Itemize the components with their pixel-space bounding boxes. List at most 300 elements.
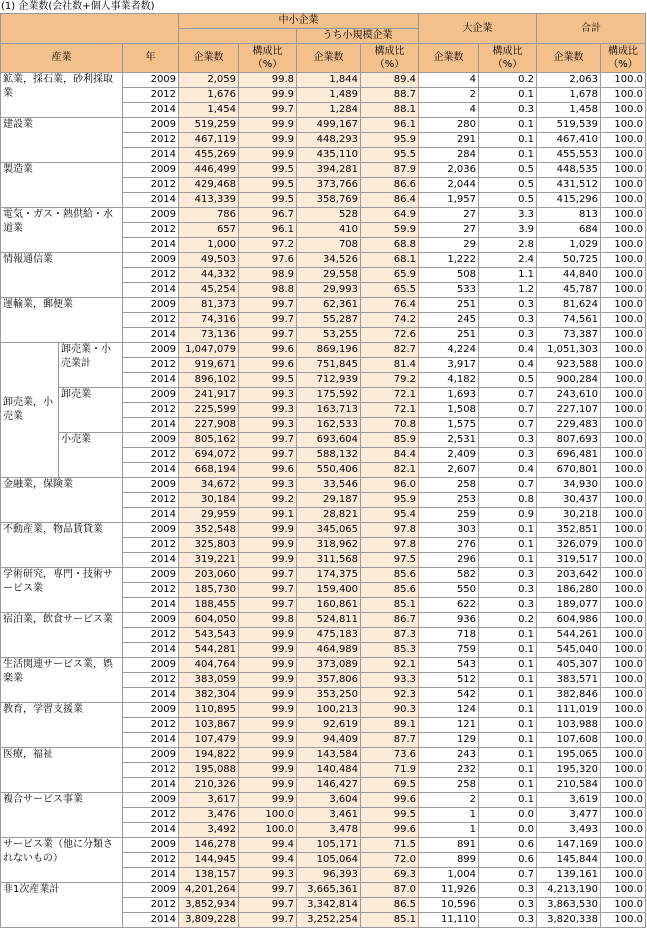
cell-large-count: 29: [419, 238, 479, 253]
cell-large-count: 27: [419, 208, 479, 223]
cell-large-ratio: 0.1: [479, 658, 537, 673]
cell-total-count: 195,320: [537, 763, 601, 778]
cell-large-count: 3,917: [419, 358, 479, 373]
cell-sme-count: 30,184: [179, 493, 239, 508]
cell-large-ratio: 2.8: [479, 238, 537, 253]
cell-sme-ratio: 99.4: [239, 838, 297, 853]
year-cell: 2009: [123, 118, 179, 133]
cell-large-ratio: 0.1: [479, 88, 537, 103]
year-cell: 2012: [123, 718, 179, 733]
table-row: [1, 73, 646, 88]
industry-label: 教育，学習支援業: [1, 703, 123, 748]
table-row: [1, 388, 646, 403]
cell-small-ratio: 68.1: [361, 253, 419, 268]
cell-sme-count: 210,326: [179, 778, 239, 793]
cell-small-count: 105,171: [297, 838, 361, 853]
cell-total-ratio: 100.0: [601, 133, 646, 148]
cell-large-ratio: 0.9: [479, 508, 537, 523]
cell-sme-ratio: 99.5: [239, 373, 297, 388]
year-cell: 2009: [123, 433, 179, 448]
cell-total-count: 3,493: [537, 823, 601, 838]
cell-large-count: 936: [419, 613, 479, 628]
cell-total-ratio: 100.0: [601, 883, 646, 898]
cell-small-count: 410: [297, 223, 361, 238]
cell-sme-count: 3,852,934: [179, 898, 239, 913]
cell-small-ratio: 88.7: [361, 88, 419, 103]
cell-large-ratio: 0.1: [479, 538, 537, 553]
cell-total-count: 670,801: [537, 463, 601, 478]
cell-large-count: 542: [419, 688, 479, 703]
cell-sme-count: 455,269: [179, 148, 239, 163]
industry-label: 情報通信業: [1, 253, 123, 298]
cell-total-ratio: 100.0: [601, 328, 646, 343]
cell-large-ratio: 0.1: [479, 778, 537, 793]
cell-large-ratio: 1.2: [479, 283, 537, 298]
cell-total-count: 326,079: [537, 538, 601, 553]
cell-total-ratio: 100.0: [601, 358, 646, 373]
cell-small-ratio: 72.0: [361, 853, 419, 868]
cell-small-count: 3,604: [297, 793, 361, 808]
header-small: うち小規模企業: [297, 29, 419, 44]
cell-large-count: 582: [419, 568, 479, 583]
cell-large-count: 4,182: [419, 373, 479, 388]
cell-large-ratio: 0.8: [479, 493, 537, 508]
cell-total-ratio: 100.0: [601, 373, 646, 388]
cell-small-count: 373,089: [297, 658, 361, 673]
year-cell: 2014: [123, 463, 179, 478]
enterprise-count-table: [0, 13, 646, 928]
cell-sme-ratio: 99.9: [239, 733, 297, 748]
cell-small-ratio: 73.6: [361, 748, 419, 763]
cell-small-count: 29,558: [297, 268, 361, 283]
cell-sme-ratio: 99.3: [239, 403, 297, 418]
cell-large-count: 2: [419, 793, 479, 808]
header-sme-ratio: 構成比 （%）: [239, 44, 297, 73]
cell-large-ratio: 0.1: [479, 133, 537, 148]
cell-small-ratio: 69.3: [361, 868, 419, 883]
cell-total-count: 923,588: [537, 358, 601, 373]
cell-large-ratio: 0.3: [479, 448, 537, 463]
header-sme-blank: [179, 29, 297, 44]
header-sme: 中小企業: [179, 14, 419, 29]
cell-sme-ratio: 99.9: [239, 703, 297, 718]
cell-sme-count: 144,945: [179, 853, 239, 868]
cell-total-ratio: 100.0: [601, 73, 646, 88]
cell-total-ratio: 100.0: [601, 493, 646, 508]
cell-total-count: 1,051,303: [537, 343, 601, 358]
cell-sme-ratio: 96.7: [239, 208, 297, 223]
cell-small-count: 353,250: [297, 688, 361, 703]
cell-small-count: 1,489: [297, 88, 361, 103]
cell-small-ratio: 72.1: [361, 388, 419, 403]
year-cell: 2012: [123, 313, 179, 328]
year-cell: 2014: [123, 778, 179, 793]
industry-label: 生活関連サービス業，娯楽業: [1, 658, 123, 703]
cell-sme-ratio: 99.9: [239, 538, 297, 553]
cell-small-ratio: 92.1: [361, 658, 419, 673]
cell-large-ratio: 0.6: [479, 853, 537, 868]
year-cell: 2014: [123, 508, 179, 523]
cell-sme-ratio: 99.3: [239, 418, 297, 433]
cell-sme-ratio: 99.9: [239, 88, 297, 103]
cell-total-ratio: 100.0: [601, 88, 646, 103]
cell-large-ratio: 0.7: [479, 388, 537, 403]
year-cell: 2012: [123, 358, 179, 373]
cell-large-count: 129: [419, 733, 479, 748]
cell-sme-ratio: 99.2: [239, 493, 297, 508]
cell-large-count: 232: [419, 763, 479, 778]
cell-sme-count: 185,730: [179, 583, 239, 598]
cell-small-count: 693,604: [297, 433, 361, 448]
cell-large-count: 27: [419, 223, 479, 238]
cell-sme-ratio: 98.9: [239, 268, 297, 283]
cell-large-ratio: 0.1: [479, 688, 537, 703]
year-cell: 2014: [123, 913, 179, 928]
cell-large-ratio: 0.3: [479, 328, 537, 343]
year-cell: 2014: [123, 823, 179, 838]
cell-total-ratio: 100.0: [601, 808, 646, 823]
cell-sme-count: 103,867: [179, 718, 239, 733]
cell-total-count: 431,512: [537, 178, 601, 193]
cell-large-ratio: 0.5: [479, 163, 537, 178]
cell-small-count: 869,196: [297, 343, 361, 358]
cell-sme-count: 446,499: [179, 163, 239, 178]
cell-small-count: 28,821: [297, 508, 361, 523]
cell-sme-ratio: 99.9: [239, 523, 297, 538]
cell-large-count: 10,596: [419, 898, 479, 913]
cell-sme-ratio: 99.3: [239, 478, 297, 493]
cell-large-count: 243: [419, 748, 479, 763]
cell-small-count: 160,861: [297, 598, 361, 613]
cell-sme-count: 325,803: [179, 538, 239, 553]
cell-sme-ratio: 99.9: [239, 688, 297, 703]
header-small-count: 企業数: [297, 44, 361, 73]
cell-sme-count: 34,672: [179, 478, 239, 493]
cell-large-count: 4: [419, 73, 479, 88]
cell-small-ratio: 88.1: [361, 103, 419, 118]
cell-large-ratio: 0.3: [479, 898, 537, 913]
cell-large-count: 251: [419, 328, 479, 343]
cell-small-ratio: 86.6: [361, 178, 419, 193]
cell-sme-ratio: 96.1: [239, 223, 297, 238]
cell-total-ratio: 100.0: [601, 298, 646, 313]
cell-small-count: 3,478: [297, 823, 361, 838]
cell-small-ratio: 70.8: [361, 418, 419, 433]
year-cell: 2012: [123, 673, 179, 688]
cell-small-count: 373,766: [297, 178, 361, 193]
cell-sme-count: 694,072: [179, 448, 239, 463]
cell-sme-ratio: 99.7: [239, 883, 297, 898]
cell-small-count: 464,989: [297, 643, 361, 658]
cell-large-count: 2,531: [419, 433, 479, 448]
cell-total-ratio: 100.0: [601, 568, 646, 583]
cell-large-ratio: 0.0: [479, 823, 537, 838]
cell-large-count: 1,222: [419, 253, 479, 268]
cell-sme-ratio: 99.3: [239, 868, 297, 883]
cell-sme-ratio: 98.8: [239, 283, 297, 298]
cell-total-count: 448,535: [537, 163, 601, 178]
cell-large-ratio: 0.7: [479, 478, 537, 493]
table-row: [1, 433, 646, 448]
cell-small-ratio: 71.9: [361, 763, 419, 778]
cell-sme-ratio: 99.9: [239, 118, 297, 133]
year-cell: 2009: [123, 298, 179, 313]
year-cell: 2009: [123, 838, 179, 853]
cell-large-count: 284: [419, 148, 479, 163]
cell-total-count: 352,851: [537, 523, 601, 538]
cell-sme-ratio: 99.7: [239, 898, 297, 913]
cell-sme-count: 107,479: [179, 733, 239, 748]
cell-total-count: 103,988: [537, 718, 601, 733]
cell-total-count: 467,410: [537, 133, 601, 148]
cell-small-ratio: 99.6: [361, 793, 419, 808]
cell-large-count: 258: [419, 778, 479, 793]
cell-large-ratio: 0.5: [479, 178, 537, 193]
year-cell: 2009: [123, 703, 179, 718]
cell-small-ratio: 95.9: [361, 493, 419, 508]
industry-label: 非1次産業計: [1, 883, 123, 928]
table-row: [1, 208, 646, 223]
cell-total-count: 405,307: [537, 658, 601, 673]
cell-sme-count: 49,503: [179, 253, 239, 268]
cell-total-count: 229,483: [537, 418, 601, 433]
cell-large-ratio: 0.1: [479, 763, 537, 778]
year-cell: 2009: [123, 793, 179, 808]
cell-sme-count: 382,304: [179, 688, 239, 703]
cell-sme-count: 805,162: [179, 433, 239, 448]
cell-sme-count: 413,339: [179, 193, 239, 208]
cell-total-count: 3,619: [537, 793, 601, 808]
cell-large-count: 550: [419, 583, 479, 598]
cell-total-count: 195,065: [537, 748, 601, 763]
cell-total-ratio: 100.0: [601, 583, 646, 598]
cell-small-count: 96,393: [297, 868, 361, 883]
cell-large-count: 533: [419, 283, 479, 298]
cell-total-ratio: 100.0: [601, 448, 646, 463]
cell-total-ratio: 100.0: [601, 688, 646, 703]
cell-sme-count: 2,059: [179, 73, 239, 88]
cell-total-ratio: 100.0: [601, 733, 646, 748]
cell-sme-count: 919,671: [179, 358, 239, 373]
cell-sme-count: 110,895: [179, 703, 239, 718]
cell-sme-ratio: 99.9: [239, 133, 297, 148]
cell-small-ratio: 95.9: [361, 133, 419, 148]
cell-small-ratio: 99.6: [361, 823, 419, 838]
table-row: [1, 298, 646, 313]
cell-small-ratio: 89.1: [361, 718, 419, 733]
cell-sme-ratio: 99.9: [239, 673, 297, 688]
cell-total-ratio: 100.0: [601, 223, 646, 238]
cell-sme-count: 668,194: [179, 463, 239, 478]
cell-small-count: 92,619: [297, 718, 361, 733]
cell-sme-ratio: 99.7: [239, 598, 297, 613]
cell-sme-ratio: 99.7: [239, 313, 297, 328]
header-large-ratio: 構成比 （%）: [479, 44, 537, 73]
cell-large-count: 1,693: [419, 388, 479, 403]
cell-sme-ratio: 99.6: [239, 463, 297, 478]
year-cell: 2014: [123, 688, 179, 703]
cell-sme-count: 429,468: [179, 178, 239, 193]
cell-small-count: 3,665,361: [297, 883, 361, 898]
year-cell: 2009: [123, 208, 179, 223]
cell-large-ratio: 0.3: [479, 433, 537, 448]
year-cell: 2014: [123, 553, 179, 568]
cell-small-ratio: 90.3: [361, 703, 419, 718]
cell-total-count: 604,986: [537, 613, 601, 628]
sub-industry-label: 卸売業・小売業計: [59, 343, 123, 388]
cell-small-ratio: 95.5: [361, 148, 419, 163]
cell-sme-ratio: 99.9: [239, 778, 297, 793]
cell-total-ratio: 100.0: [601, 823, 646, 838]
cell-large-ratio: 0.6: [479, 838, 537, 853]
cell-large-count: 121: [419, 718, 479, 733]
cell-total-count: 111,019: [537, 703, 601, 718]
cell-large-ratio: 0.1: [479, 628, 537, 643]
cell-total-ratio: 100.0: [601, 763, 646, 778]
cell-large-ratio: 0.3: [479, 298, 537, 313]
cell-small-count: 712,939: [297, 373, 361, 388]
cell-sme-count: 4,201,264: [179, 883, 239, 898]
cell-total-count: 1,678: [537, 88, 601, 103]
table-row: [1, 253, 646, 268]
cell-sme-count: 194,822: [179, 748, 239, 763]
cell-total-ratio: 100.0: [601, 853, 646, 868]
cell-small-ratio: 89.4: [361, 73, 419, 88]
cell-sme-count: 3,809,228: [179, 913, 239, 928]
year-cell: 2012: [123, 583, 179, 598]
cell-small-ratio: 71.5: [361, 838, 419, 853]
cell-small-count: 528: [297, 208, 361, 223]
cell-total-count: 139,161: [537, 868, 601, 883]
cell-total-ratio: 100.0: [601, 793, 646, 808]
cell-total-count: 50,725: [537, 253, 601, 268]
cell-total-count: 519,539: [537, 118, 601, 133]
year-cell: 2009: [123, 613, 179, 628]
cell-total-count: 3,820,338: [537, 913, 601, 928]
cell-large-count: 291: [419, 133, 479, 148]
cell-small-count: 163,713: [297, 403, 361, 418]
cell-sme-count: 657: [179, 223, 239, 238]
cell-total-ratio: 100.0: [601, 253, 646, 268]
cell-total-ratio: 100.0: [601, 103, 646, 118]
cell-large-ratio: 0.4: [479, 463, 537, 478]
cell-small-ratio: 79.2: [361, 373, 419, 388]
cell-large-ratio: 0.1: [479, 673, 537, 688]
cell-small-ratio: 85.9: [361, 433, 419, 448]
year-cell: 2012: [123, 178, 179, 193]
cell-small-count: 55,287: [297, 313, 361, 328]
cell-small-count: 708: [297, 238, 361, 253]
cell-sme-count: 225,599: [179, 403, 239, 418]
cell-small-ratio: 85.6: [361, 568, 419, 583]
cell-total-ratio: 100.0: [601, 508, 646, 523]
cell-sme-count: 3,617: [179, 793, 239, 808]
cell-total-ratio: 100.0: [601, 238, 646, 253]
cell-sme-ratio: 99.7: [239, 448, 297, 463]
table-title: (1) 企業数(会社数+個人事業者数): [1, 1, 155, 12]
cell-total-ratio: 100.0: [601, 433, 646, 448]
cell-small-count: 3,461: [297, 808, 361, 823]
cell-total-ratio: 100.0: [601, 313, 646, 328]
cell-small-count: 751,845: [297, 358, 361, 373]
header-total-ratio: 構成比 （%）: [601, 44, 646, 73]
cell-total-count: 45,787: [537, 283, 601, 298]
cell-total-count: 186,280: [537, 583, 601, 598]
cell-small-ratio: 85.6: [361, 583, 419, 598]
year-cell: 2012: [123, 493, 179, 508]
industry-label: 電気・ガス・熱供給・水道業: [1, 208, 123, 253]
cell-small-count: 475,183: [297, 628, 361, 643]
cell-total-count: 147,169: [537, 838, 601, 853]
cell-large-ratio: 0.5: [479, 373, 537, 388]
cell-total-ratio: 100.0: [601, 268, 646, 283]
cell-total-count: 203,642: [537, 568, 601, 583]
cell-sme-count: 45,254: [179, 283, 239, 298]
cell-total-count: 34,930: [537, 478, 601, 493]
cell-sme-count: 227,908: [179, 418, 239, 433]
cell-sme-ratio: 99.9: [239, 763, 297, 778]
cell-large-count: 124: [419, 703, 479, 718]
year-cell: 2014: [123, 148, 179, 163]
cell-total-ratio: 100.0: [601, 898, 646, 913]
table-row: [1, 568, 646, 583]
cell-total-count: 319,517: [537, 553, 601, 568]
cell-small-count: 159,400: [297, 583, 361, 598]
header-large-count: 企業数: [419, 44, 479, 73]
cell-small-ratio: 82.7: [361, 343, 419, 358]
cell-large-ratio: 0.7: [479, 403, 537, 418]
cell-sme-count: 73,136: [179, 328, 239, 343]
cell-small-ratio: 85.3: [361, 643, 419, 658]
cell-total-ratio: 100.0: [601, 523, 646, 538]
cell-small-ratio: 81.4: [361, 358, 419, 373]
cell-total-ratio: 100.0: [601, 208, 646, 223]
cell-sme-count: 1,000: [179, 238, 239, 253]
cell-sme-ratio: 99.7: [239, 433, 297, 448]
cell-total-ratio: 100.0: [601, 658, 646, 673]
cell-sme-ratio: 99.9: [239, 658, 297, 673]
cell-sme-ratio: 99.5: [239, 163, 297, 178]
cell-total-ratio: 100.0: [601, 343, 646, 358]
industry-label: 複合サービス事業: [1, 793, 123, 838]
cell-sme-ratio: 99.9: [239, 553, 297, 568]
cell-large-count: 303: [419, 523, 479, 538]
header-sme-count: 企業数: [179, 44, 239, 73]
cell-small-ratio: 76.4: [361, 298, 419, 313]
year-cell: 2012: [123, 403, 179, 418]
cell-sme-ratio: 99.1: [239, 508, 297, 523]
table-row: [1, 793, 646, 808]
header-small-ratio: 構成比 （%）: [361, 44, 419, 73]
cell-small-count: 29,993: [297, 283, 361, 298]
industry-label: サービス業（他に分類されないもの）: [1, 838, 123, 883]
cell-large-ratio: 0.2: [479, 613, 537, 628]
cell-sme-ratio: 99.7: [239, 298, 297, 313]
cell-small-ratio: 85.1: [361, 913, 419, 928]
cell-small-ratio: 64.9: [361, 208, 419, 223]
cell-small-count: 94,409: [297, 733, 361, 748]
cell-large-ratio: 0.7: [479, 868, 537, 883]
cell-large-ratio: 0.1: [479, 118, 537, 133]
cell-large-ratio: 0.3: [479, 583, 537, 598]
cell-large-count: 759: [419, 643, 479, 658]
cell-sme-count: 519,259: [179, 118, 239, 133]
cell-sme-ratio: 100.0: [239, 823, 297, 838]
cell-large-count: 1,575: [419, 418, 479, 433]
cell-sme-ratio: 99.7: [239, 328, 297, 343]
cell-small-ratio: 86.7: [361, 613, 419, 628]
cell-total-count: 382,846: [537, 688, 601, 703]
